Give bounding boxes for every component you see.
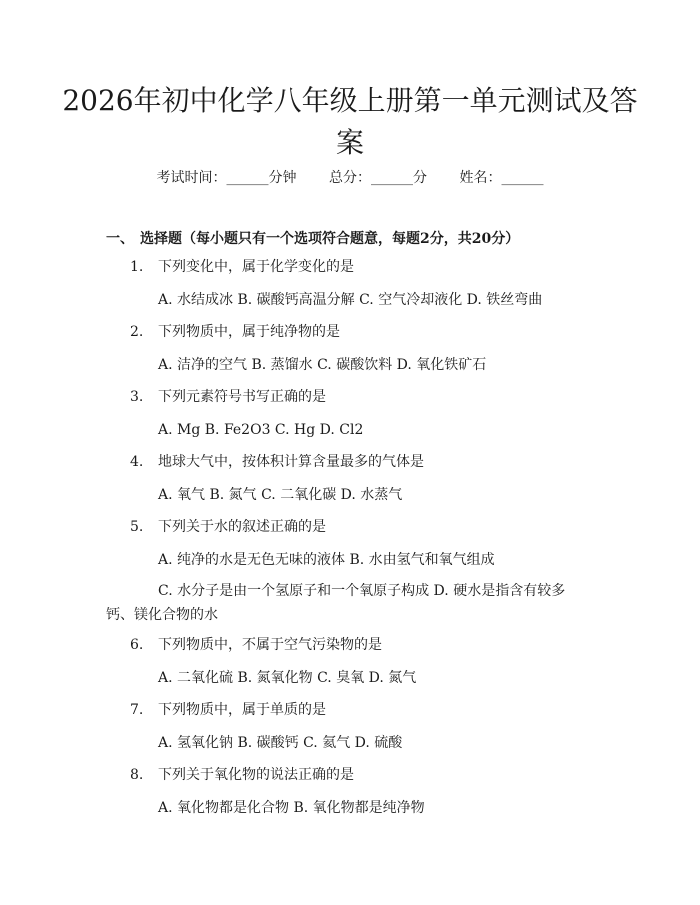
question-text: 下列物质中，不属于空气污染物的是 xyxy=(158,637,382,653)
question-1-options: A. 水结成冰 B. 碳酸钙高温分解 C. 空气冷却液化 D. 铁丝弯曲 xyxy=(158,291,543,308)
question-5-options-a-b: A. 纯净的水是无色无味的液体 B. 水由氢气和氧气组成 xyxy=(158,551,495,568)
section-heading xyxy=(106,229,519,249)
question-number: 7. xyxy=(130,702,144,718)
question-5-options-c-d: C. 水分子是由一个氢原子和一个氧原子构成 D. 硬水是指含有较多钙、镁化合物的水 xyxy=(106,583,566,623)
question-7-options: A. 氢氧化钠 B. 碳酸钙 C. 氦气 D. 硫酸 xyxy=(158,734,403,751)
question-8 xyxy=(0,759,700,792)
exam-time-label: 考试时间：______分钟 xyxy=(156,170,297,186)
section-number: 一、 xyxy=(106,231,134,247)
question-5 xyxy=(0,511,700,544)
question-number: 2. xyxy=(130,324,144,340)
question-text: 地球大气中，按体积计算含量最多的气体是 xyxy=(158,454,424,470)
document-title: 2026年初中化学八年级上册第一单元测试及答案 xyxy=(62,84,638,159)
question-text: 下列关于水的叙述正确的是 xyxy=(158,519,326,535)
question-6-options: A. 二氧化硫 B. 氮氧化物 C. 臭氧 D. 氮气 xyxy=(158,669,417,686)
question-list xyxy=(0,251,700,824)
question-8-options: A. 氧化物都是化合物 B. 氧化物都是纯净物 xyxy=(158,799,425,816)
question-text: 下列物质中，属于单质的是 xyxy=(158,702,326,718)
question-text: 下列关于氧化物的说法正确的是 xyxy=(158,767,354,783)
exam-info-line xyxy=(0,168,700,188)
student-name-label: 姓名：______ xyxy=(459,170,544,186)
question-7 xyxy=(0,694,700,727)
total-score-label: 总分：______分 xyxy=(329,170,427,186)
question-6 xyxy=(0,629,700,662)
question-number: 4. xyxy=(130,454,144,470)
question-text: 下列元素符号书写正确的是 xyxy=(158,389,326,405)
question-number: 6. xyxy=(130,637,144,653)
question-4 xyxy=(0,446,700,479)
question-number: 5. xyxy=(130,519,144,535)
question-4-options: A. 氧气 B. 氮气 C. 二氧化碳 D. 水蒸气 xyxy=(158,486,403,503)
section-title: 选择题（每小题只有一个选项符合题意，每题2分，共20分） xyxy=(140,231,520,247)
question-2-options: A. 洁净的空气 B. 蒸馏水 C. 碳酸饮料 D. 氧化铁矿石 xyxy=(158,356,487,373)
question-2 xyxy=(0,316,700,349)
question-3 xyxy=(0,381,700,414)
question-3-options: A. Mg B. Fe2O3 C. Hg D. Cl2 xyxy=(158,421,364,438)
question-text: 下列变化中，属于化学变化的是 xyxy=(158,259,354,275)
question-text: 下列物质中，属于纯净物的是 xyxy=(158,324,340,340)
question-number: 1. xyxy=(130,259,144,275)
question-1 xyxy=(0,251,700,284)
question-number: 3. xyxy=(130,389,144,405)
question-number: 8. xyxy=(130,767,144,783)
